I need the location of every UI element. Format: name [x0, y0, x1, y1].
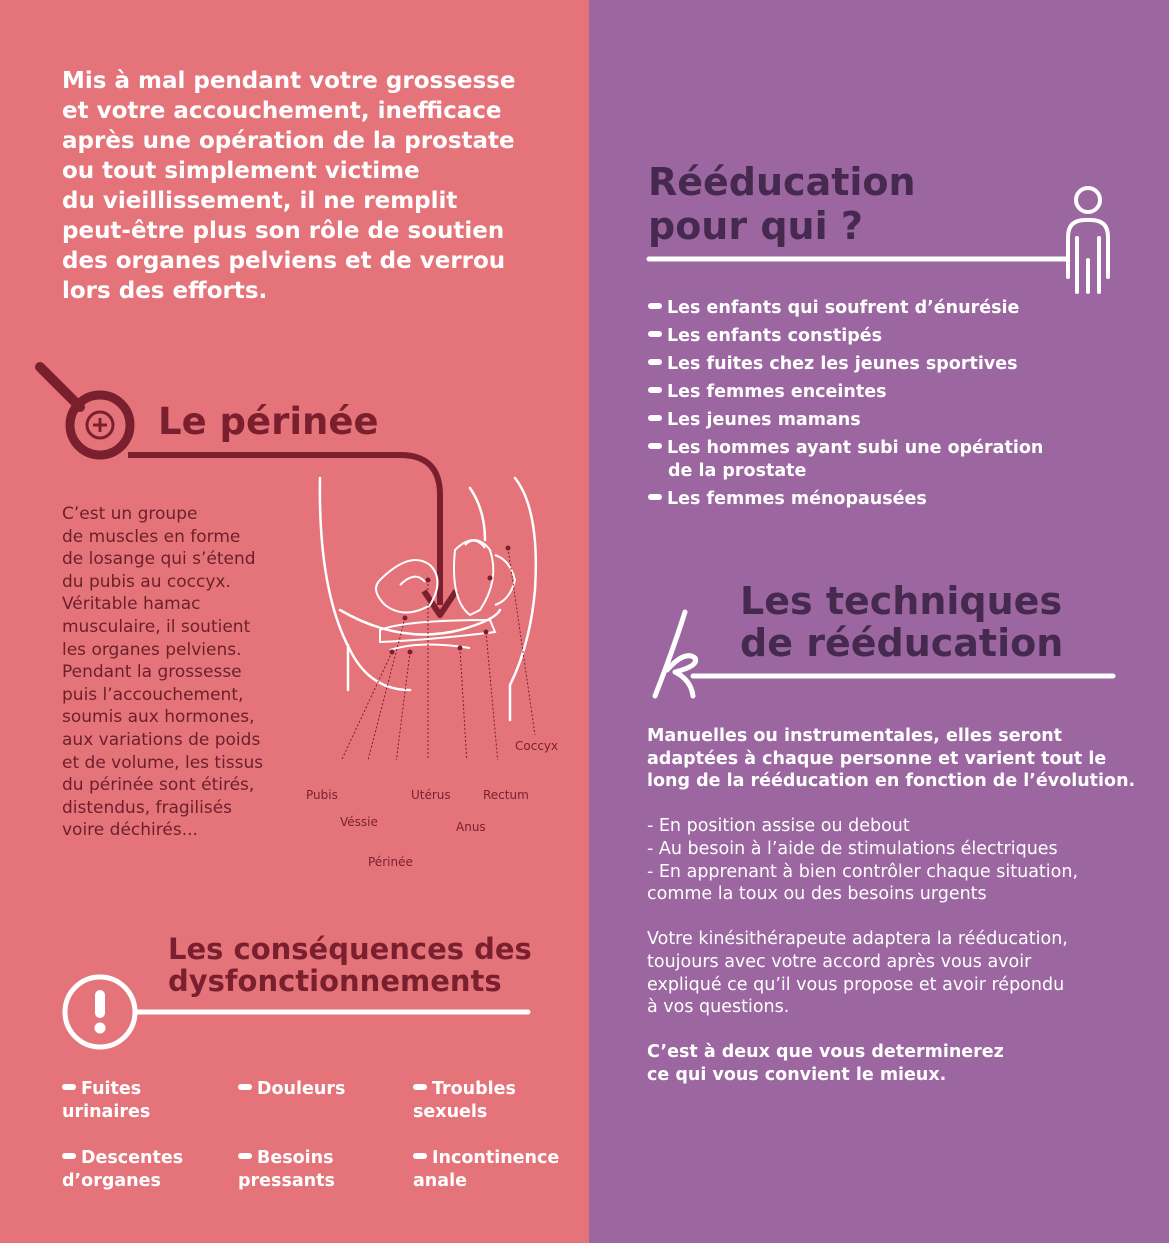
label-coccyx: Coccyx [515, 739, 559, 753]
techniques-para-line: à vos questions. [647, 997, 790, 1018]
definition-line: du périnée sont étirés, [62, 775, 255, 796]
reeducation-item [648, 488, 1043, 511]
dash-bullet [62, 1084, 76, 1090]
consequence-label: Troubles [432, 1079, 516, 1099]
reeducation-item [648, 353, 1043, 376]
definition-line: soumis aux hormones, [62, 707, 255, 728]
definition-line: voire déchirés... [62, 820, 198, 841]
consequence-label: pressants [238, 1171, 335, 1191]
perinee-definition [62, 503, 263, 842]
label-rectum: Rectum [483, 788, 529, 802]
intro-text [62, 66, 515, 306]
label-vessie: Véssie [340, 815, 378, 829]
definition-line: du pubis au coccyx. [62, 571, 231, 592]
intro-line: après une opération de la prostate [62, 128, 515, 154]
label-pubis: Pubis [306, 788, 338, 802]
techniques-closing-line: ce qui vous convient le mieux. [647, 1064, 947, 1085]
consequence-label: anale [413, 1171, 467, 1191]
consequences-title-line: dysfonctionnements [168, 964, 502, 998]
dash-bullet [62, 1153, 76, 1159]
consequence-item [62, 1147, 183, 1193]
reeducation-list [648, 297, 1043, 511]
consequences-title-line: Les conséquences des [168, 932, 532, 966]
reeducation-item [648, 409, 1043, 432]
techniques-title-line: de rééducation [740, 621, 1064, 665]
reeducation-item-label: Les hommes ayant subi une opération [667, 438, 1044, 458]
techniques-text [647, 725, 1135, 1087]
dash-bullet [648, 494, 662, 500]
label-perinee: Périnée [368, 855, 413, 869]
definition-line: et de volume, les tissus [62, 752, 264, 773]
dash-bullet [413, 1084, 427, 1090]
definition-line: Pendant la grossesse [62, 662, 242, 683]
label-uterus: Utérus [411, 788, 451, 802]
intro-line: Mis à mal pendant votre grossesse [62, 68, 516, 94]
dash-bullet [238, 1153, 252, 1159]
dash-bullet [648, 443, 662, 449]
consequence-item [238, 1078, 345, 1101]
techniques-intro-line: adaptées à chaque personne et varient tout le [647, 748, 1107, 769]
definition-line: musculaire, il soutient [62, 616, 251, 637]
person-icon [645, 182, 1125, 300]
definition-line: de muscles en forme [62, 526, 241, 547]
techniques-para-line: Votre kinésithérapeute adaptera la rééducation, [647, 929, 1068, 950]
reeducation-item [648, 325, 1043, 348]
reeducation-item [648, 297, 1043, 320]
dash-bullet [648, 359, 662, 365]
techniques-title-line: Les techniques [740, 579, 1063, 623]
consequence-label: Descentes [81, 1148, 184, 1168]
reeducation-item [648, 381, 1043, 404]
consequence-label: Fuites [81, 1079, 142, 1099]
reeducation-title-line: pour qui ? [648, 204, 863, 248]
techniques-closing-line: C’est à deux que vous determinerez [647, 1042, 1004, 1063]
dash-bullet [648, 303, 662, 309]
consequence-label: sexuels [413, 1102, 488, 1122]
dash-bullet [238, 1084, 252, 1090]
exclamation-circle-icon [60, 970, 535, 1055]
intro-line: du vieillissement, il ne remplit [62, 188, 458, 214]
consequence-item [238, 1147, 335, 1193]
techniques-list-line: - Au besoin à l’aide de stimulations électriques [647, 838, 1058, 859]
intro-line: des organes pelviens et de verrou [62, 248, 506, 274]
definition-line: Véritable hamac [62, 594, 201, 615]
techniques-list-line: - En apprenant à bien contrôler chaque situation, [647, 861, 1079, 882]
techniques-intro-line: Manuelles ou instrumentales, elles seront [647, 726, 1063, 746]
definition-line: de losange qui s’étend [62, 549, 256, 570]
techniques-para-line: expliqué ce qu’il vous propose et avoir répondu [647, 974, 1065, 995]
definition-line: aux variations de poids [62, 729, 261, 750]
perinee-title: Le périnée [158, 400, 379, 443]
intro-line: peut-être plus son rôle de soutien [62, 218, 505, 244]
consequence-label: Douleurs [257, 1079, 346, 1099]
intro-line: ou tout simplement victime [62, 158, 420, 184]
dash-bullet [648, 415, 662, 421]
dash-bullet [413, 1153, 427, 1159]
consequence-label: d’organes [62, 1171, 161, 1191]
definition-line: puis l’accouchement, [62, 684, 244, 705]
dash-bullet [648, 387, 662, 393]
definition-line: C’est un groupe [62, 504, 198, 524]
reeducation-item-label: Les femmes ménopausées [667, 489, 927, 509]
label-anus: Anus [456, 820, 486, 834]
reeducation-item-label: Les enfants qui soufrent d’énurésie [667, 298, 1020, 318]
techniques-para-line: toujours avec votre accord après vous avoir [647, 951, 1032, 972]
reeducation-item-label: Les femmes enceintes [667, 382, 887, 402]
consequence-item [413, 1078, 516, 1124]
reeducation-item-label: Les enfants constipés [667, 326, 883, 346]
intro-line: et votre accouchement, inefficace [62, 98, 502, 124]
consequence-item [413, 1147, 559, 1193]
consequence-label: urinaires [62, 1102, 151, 1122]
consequence-label: Incontinence [432, 1148, 560, 1168]
techniques-list-line: - En position assise ou debout [647, 816, 910, 837]
pelvis-illustration [310, 470, 570, 760]
definition-line: distendus, fragilisés [62, 797, 233, 818]
k-letter-icon [645, 600, 1120, 705]
consequence-item [62, 1078, 150, 1124]
reeducation-item-label: Les jeunes mamans [667, 410, 861, 430]
intro-line: lors des efforts. [62, 278, 268, 304]
reeducation-title-line: Rééducation [648, 160, 916, 204]
techniques-intro-line: long de la rééducation en fonction de l’évolution. [647, 771, 1136, 792]
reeducation-item-label: de la prostate [668, 461, 807, 481]
reeducation-item-label: Les fuites chez les jeunes sportives [667, 354, 1018, 374]
techniques-list-line: comme la toux ou des besoins urgents [647, 884, 987, 905]
definition-line: les organes pelviens. [62, 639, 242, 660]
reeducation-item [648, 437, 1043, 483]
dash-bullet [648, 331, 662, 337]
consequence-label: Besoins [257, 1148, 334, 1168]
